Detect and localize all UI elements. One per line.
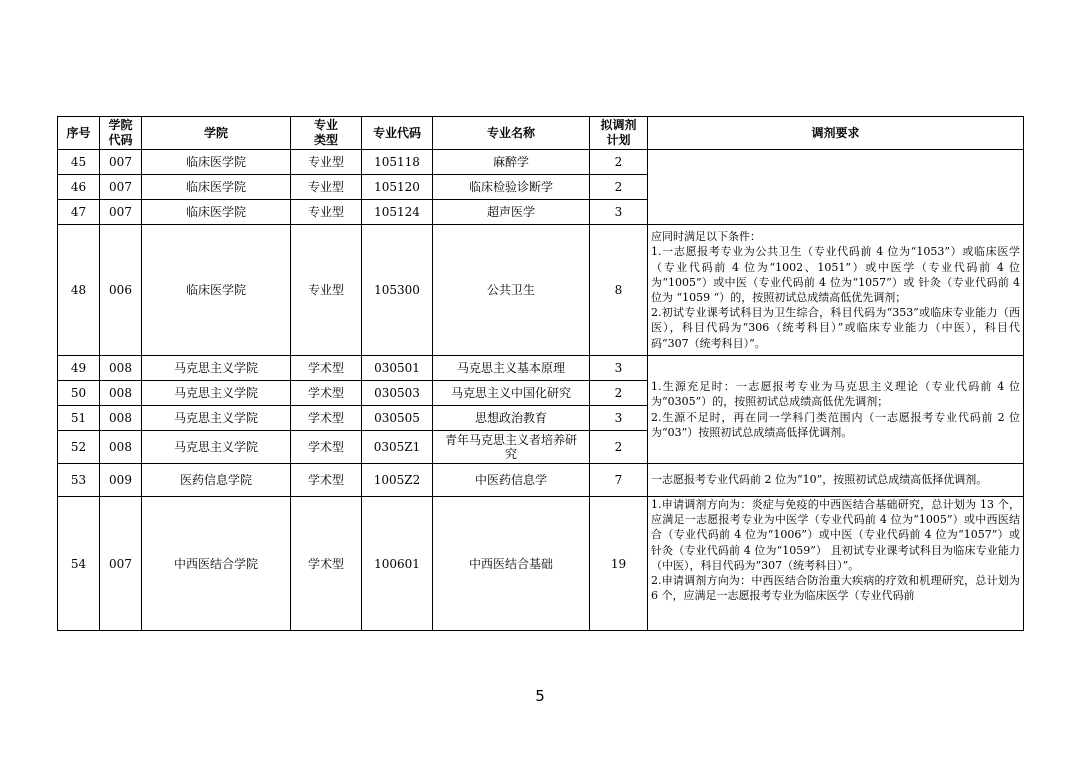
header-major-type: 专业 类型 [291, 117, 362, 150]
cell-seq: 48 [58, 225, 100, 356]
cell-seq: 50 [58, 381, 100, 406]
cell-college-code: 007 [100, 150, 142, 175]
requirement-line: 一志愿报考专业代码前 2 位为“10”，按照初试总成绩高低择优调剂。 [651, 473, 988, 487]
cell-seq: 53 [58, 464, 100, 497]
requirement-line: 应同时满足以下条件： [651, 230, 761, 244]
cell-major-code: 105300 [362, 225, 433, 356]
cell-major-name: 马克思主义基本原理 [433, 356, 590, 381]
cell-college: 医药信息学院 [142, 464, 291, 497]
cell-requirements-53 [648, 464, 1024, 497]
cell-major-code: 030503 [362, 381, 433, 406]
cell-major-type: 学术型 [291, 464, 362, 497]
header-major-name: 专业名称 [433, 117, 590, 150]
header-college: 学院 [142, 117, 291, 150]
cell-major-name: 麻醉学 [433, 150, 590, 175]
cell-college-code: 006 [100, 225, 142, 356]
requirement-line: 1.申请调剂方向为：炎症与免疫的中西医结合基础研究，总计划为 13 个，应满足一志愿报考专业为中医学（专业代码前 4 位为“1005”）或中西医结合（专业代码前 4 位为“1006”）或中医（专业代码前 4 位为“1057”）或针灸（专业代码前 4 位为“1059”） 且初试专业课考试科目为临床专业能力（中医），科目代码为“307（统考科目）”。 [651, 498, 1020, 572]
cell-college: 临床医学院 [142, 200, 291, 225]
cell-seq: 52 [58, 431, 100, 464]
page-number: 5 [535, 687, 545, 705]
cell-college: 临床医学院 [142, 150, 291, 175]
cell-college-code: 007 [100, 200, 142, 225]
cell-major-name: 超声医学 [433, 200, 590, 225]
cell-seq: 51 [58, 406, 100, 431]
cell-major-type: 学术型 [291, 431, 362, 464]
cell-major-type: 专业型 [291, 150, 362, 175]
cell-plan: 8 [590, 225, 648, 356]
cell-college-code: 007 [100, 497, 142, 631]
requirement-line: 2.生源不足时，再在同一学科门类范围内（一志愿报考专业代码前 2 位为“03”）按照初试总成绩高低择优调剂。 [651, 410, 1020, 439]
cell-requirements-54 [648, 497, 1024, 631]
adjustment-plan-table [57, 116, 1024, 631]
cell-seq: 49 [58, 356, 100, 381]
cell-seq: 47 [58, 200, 100, 225]
cell-plan: 3 [590, 200, 648, 225]
cell-requirements-49-52 [648, 356, 1024, 464]
cell-plan: 3 [590, 356, 648, 381]
header-college-code: 学院 代码 [100, 117, 142, 150]
cell-major-name: 中医药信息学 [433, 464, 590, 497]
cell-major-code: 030501 [362, 356, 433, 381]
header-requirements: 调剂要求 [648, 117, 1024, 150]
table-header-row [58, 117, 1024, 150]
cell-major-type: 专业型 [291, 175, 362, 200]
requirement-line: 1.一志愿报考专业为公共卫生（专业代码前 4 位为“1053”）或临床医学（专业代码前 4 位为“1002、1051”）或中医学（专业代码前 4 位为“1005”）或中医（专业代码前 4 位为“1057”）或 针灸（专业代码前 4 位为 “1059 “）的，按照初试总成绩高低优先调剂； [651, 245, 1020, 304]
cell-college: 临床医学院 [142, 175, 291, 200]
table-row [58, 497, 1024, 631]
cell-major-name: 公共卫生 [433, 225, 590, 356]
cell-seq: 54 [58, 497, 100, 631]
cell-plan: 2 [590, 381, 648, 406]
table-row [58, 225, 1024, 356]
cell-college-code: 009 [100, 464, 142, 497]
cell-major-name: 中西医结合基础 [433, 497, 590, 631]
cell-major-name: 思想政治教育 [433, 406, 590, 431]
cell-college: 马克思主义学院 [142, 356, 291, 381]
cell-college-code: 008 [100, 406, 142, 431]
cell-plan: 3 [590, 406, 648, 431]
cell-college-code: 008 [100, 356, 142, 381]
cell-major-code: 1005Z2 [362, 464, 433, 497]
cell-college: 马克思主义学院 [142, 431, 291, 464]
cell-major-code: 105124 [362, 200, 433, 225]
table-row [58, 464, 1024, 497]
cell-seq: 45 [58, 150, 100, 175]
cell-college: 临床医学院 [142, 225, 291, 356]
cell-major-code: 105118 [362, 150, 433, 175]
header-major-code: 专业代码 [362, 117, 433, 150]
cell-college-code: 008 [100, 431, 142, 464]
table-row [58, 356, 1024, 381]
cell-major-type: 专业型 [291, 225, 362, 356]
requirement-line: 2.申请调剂方向为：中西医结合防治重大疾病的疗效和机理研究，总计划为 6 个，应满足一志愿报考专业为临床医学（专业代码前 [651, 574, 1020, 603]
cell-major-type: 专业型 [291, 200, 362, 225]
table-row [58, 150, 1024, 175]
cell-major-code: 105120 [362, 175, 433, 200]
cell-college: 马克思主义学院 [142, 406, 291, 431]
header-seq: 序号 [58, 117, 100, 150]
cell-requirements-45-47 [648, 150, 1024, 225]
cell-major-type: 学术型 [291, 406, 362, 431]
header-plan: 拟调剂 计划 [590, 117, 648, 150]
cell-major-name: 临床检验诊断学 [433, 175, 590, 200]
cell-major-name: 青年马克思主义者培养研究 [433, 431, 590, 464]
cell-major-code: 100601 [362, 497, 433, 631]
requirement-line: 2.初试专业课考试科目为卫生综合，科目代码为“353”或临床专业能力（西医），科目代码为“306（统考科目）”或临床专业能力（中医），科目代码“307（统考科目）”。 [651, 306, 1020, 350]
cell-plan: 2 [590, 150, 648, 175]
cell-major-type: 学术型 [291, 356, 362, 381]
cell-major-code: 0305Z1 [362, 431, 433, 464]
cell-major-name: 马克思主义中国化研究 [433, 381, 590, 406]
cell-plan: 2 [590, 175, 648, 200]
cell-college: 中西医结合学院 [142, 497, 291, 631]
cell-plan: 7 [590, 464, 648, 497]
cell-major-type: 学术型 [291, 381, 362, 406]
cell-seq: 46 [58, 175, 100, 200]
cell-requirements-48 [648, 225, 1024, 356]
cell-college-code: 008 [100, 381, 142, 406]
cell-plan: 2 [590, 431, 648, 464]
cell-college: 马克思主义学院 [142, 381, 291, 406]
cell-major-type: 学术型 [291, 497, 362, 631]
cell-plan: 19 [590, 497, 648, 631]
requirement-line: 1.生源充足时：一志愿报考专业为马克思主义理论（专业代码前 4 位为“0305”）的，按照初试总成绩高低优先调剂； [651, 380, 1020, 409]
cell-college-code: 007 [100, 175, 142, 200]
cell-major-code: 030505 [362, 406, 433, 431]
